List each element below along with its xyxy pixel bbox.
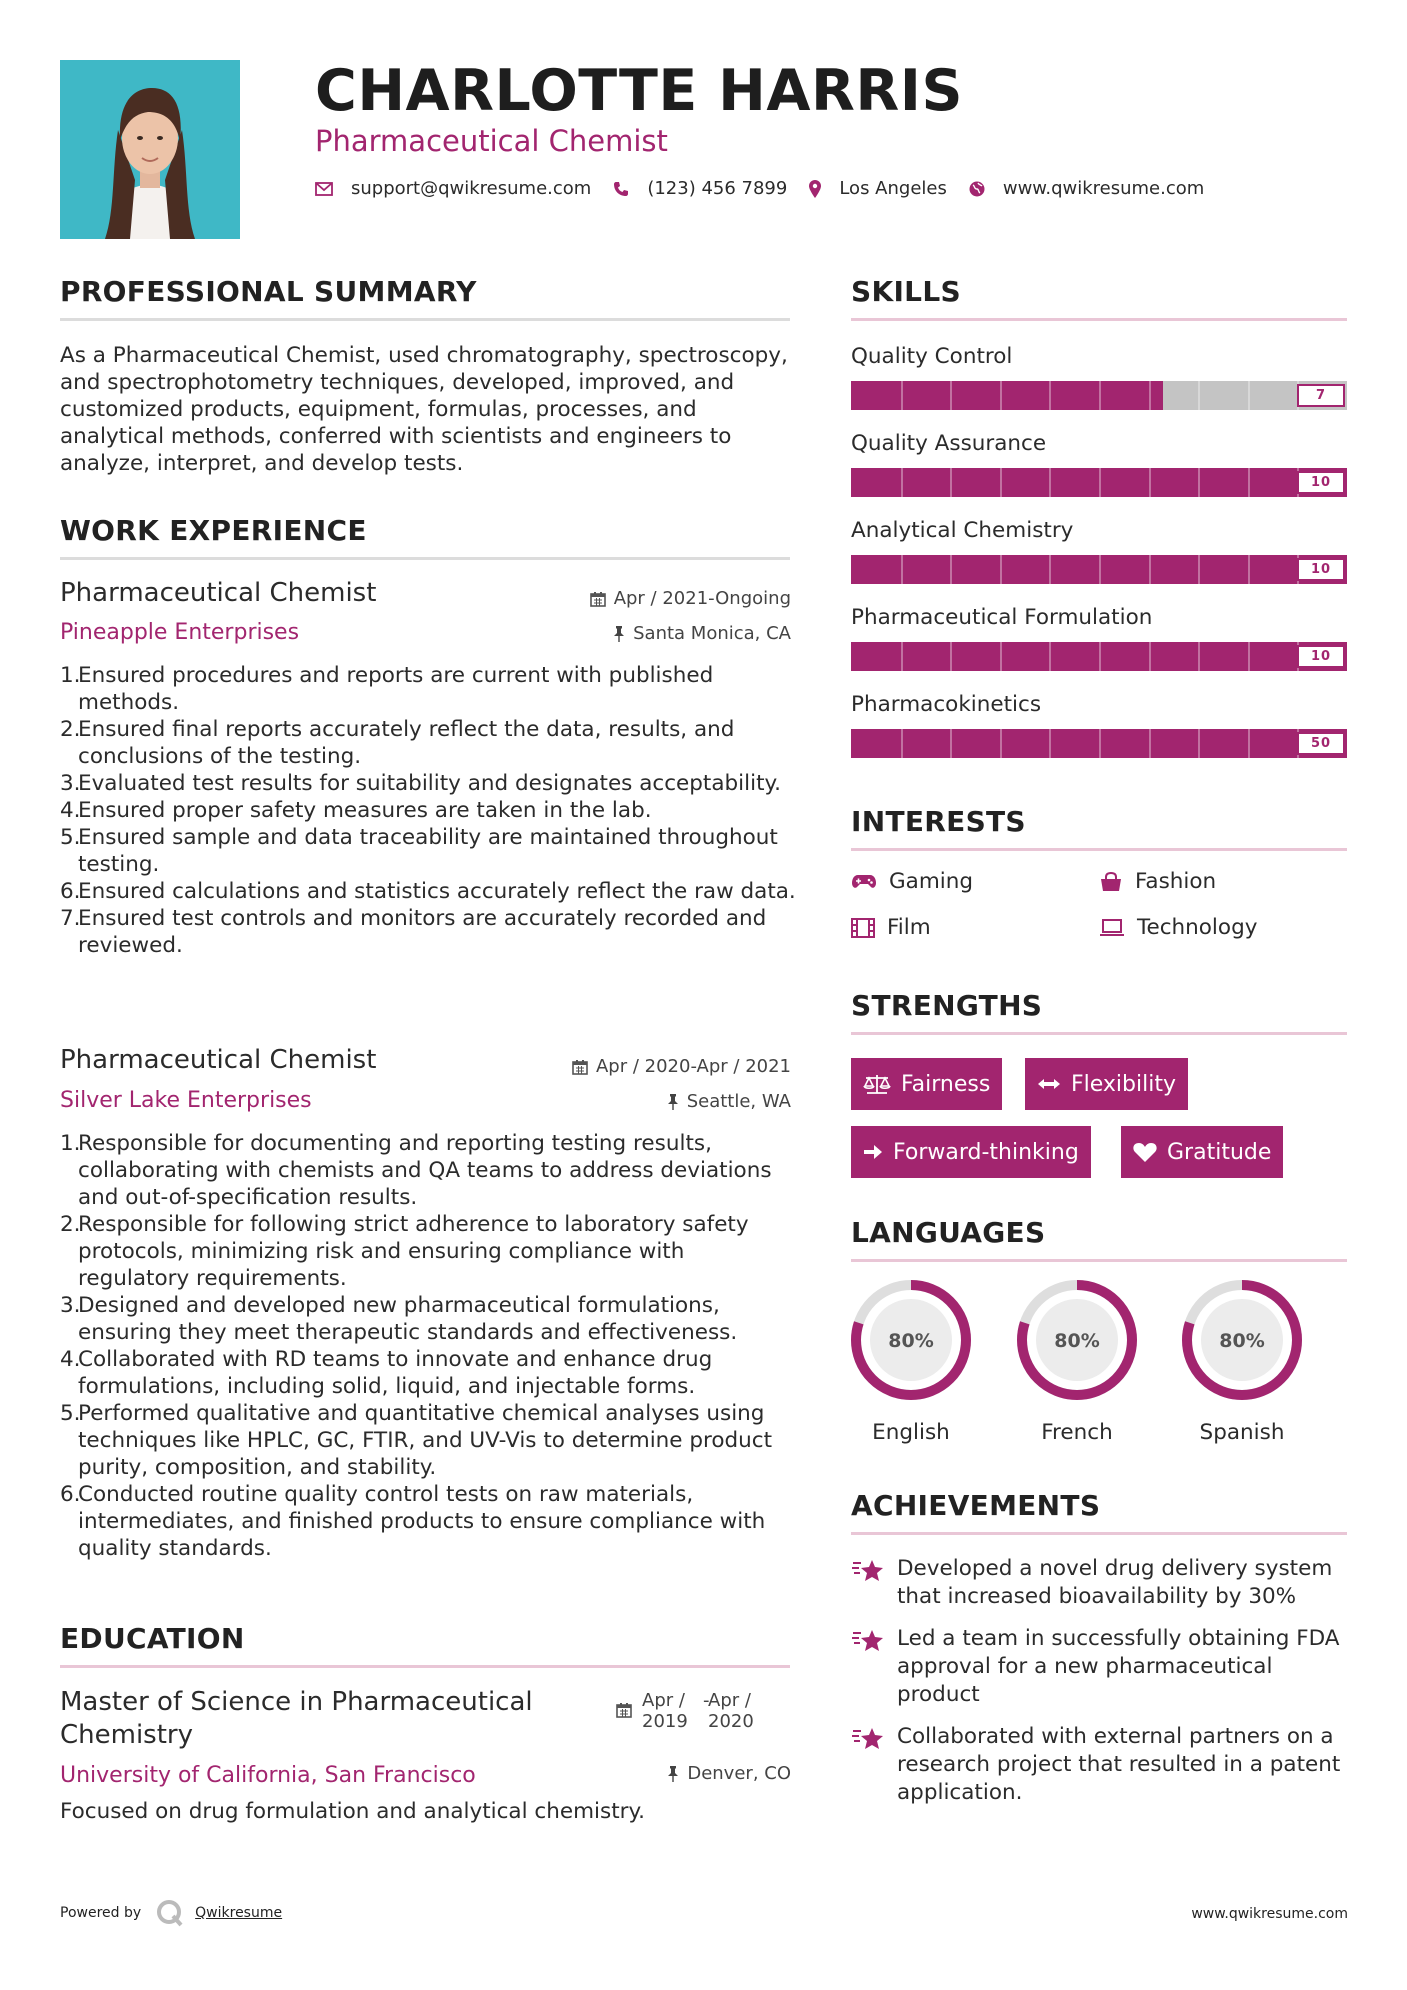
- skill-label: Pharmacokinetics: [851, 692, 1042, 717]
- list-item: 1. Responsible for documenting and reporting testing results, collaborating with chemists and QA teams to address deviations and out-of-specification results.: [60, 1131, 772, 1210]
- contact-email[interactable]: [315, 178, 591, 199]
- degree-line: Master of Science in Pharmaceutical: [60, 1687, 533, 1717]
- languages-divider: [851, 1259, 1347, 1262]
- skill-bar: [851, 555, 1347, 584]
- skill-bar-segment: [1099, 729, 1101, 758]
- company-name: Silver Lake Enterprises: [60, 1088, 312, 1113]
- envelope-icon: [315, 182, 333, 196]
- job-responsibilities: [60, 662, 800, 959]
- strength-badge: [851, 1058, 1002, 1110]
- languages-heading: LANGUAGES: [851, 1216, 1046, 1249]
- language-gauge: [1015, 1278, 1139, 1402]
- skill-bar-segment: [1198, 468, 1200, 497]
- interests-divider: [851, 848, 1347, 851]
- powered-by-text: Powered by: [60, 1905, 142, 1921]
- gauge-percent: 80%: [888, 1330, 934, 1352]
- achievements-divider: [851, 1532, 1347, 1535]
- summary-heading: PROFESSIONAL SUMMARY: [60, 275, 477, 308]
- gauge-percent: 80%: [1054, 1330, 1100, 1352]
- gamepad-icon: [851, 874, 877, 890]
- strength-label: Flexibility: [1071, 1071, 1176, 1097]
- skill-bar-segment: [950, 555, 952, 584]
- skill-bar-segment: [1099, 642, 1101, 671]
- skill-bar-segment: [950, 729, 952, 758]
- language-gauge: [849, 1278, 973, 1402]
- end-month: Apr /: [708, 1690, 751, 1711]
- achievement-text: Collaborated with external partners on a research project that resulted in a patent application.: [897, 1724, 1341, 1805]
- footer-url[interactable]: www.qwikresume.com: [1191, 1906, 1348, 1922]
- contact-website[interactable]: [969, 178, 1204, 199]
- education-divider: [60, 1665, 790, 1668]
- gauge-percent: 80%: [1219, 1330, 1265, 1352]
- skill-bar-segment: [1000, 642, 1002, 671]
- candidate-name: CHARLOTTE HARRIS: [315, 58, 963, 124]
- skill-bar-segment: [1000, 468, 1002, 497]
- language-item: [1015, 1278, 1139, 1445]
- job-location: [667, 1091, 791, 1112]
- list-item: 7. Ensured test controls and monitors are accurately recorded and reviewed.: [60, 906, 767, 958]
- phone-text: (123) 456 7899: [647, 178, 788, 199]
- skill-bar-segment: [1049, 468, 1051, 497]
- film-icon: [851, 918, 875, 938]
- email-text: support@qwikresume.com: [351, 178, 592, 199]
- skill-label: Pharmaceutical Formulation: [851, 605, 1153, 630]
- language-item: [849, 1278, 973, 1445]
- language-name: French: [1041, 1420, 1113, 1445]
- interest-item: [1099, 915, 1257, 940]
- skill-bar-segment: [1099, 555, 1101, 584]
- degree-line: Chemistry: [60, 1720, 193, 1750]
- skill-bar-segment: [1248, 642, 1250, 671]
- skill-bar-segment: [901, 468, 903, 497]
- education-heading: EDUCATION: [60, 1622, 245, 1655]
- list-item: 4. Collaborated with RD teams to innovate and enhance drug formulations, including solid, liquid, and injectable forms.: [60, 1347, 713, 1399]
- list-item: 3. Evaluated test results for suitability and designates acceptability.: [60, 771, 782, 796]
- skill-bar-segment: [1347, 729, 1349, 758]
- list-item: 2. Responsible for following strict adherence to laboratory safety protocols, minimizing risk and ensuring compliance with regulatory requirements.: [60, 1212, 749, 1291]
- list-item: 2. Ensured final reports accurately reflect the data, results, and conclusions of the testing.: [60, 717, 735, 769]
- website-text: www.qwikresume.com: [1002, 178, 1205, 199]
- strength-badge: [851, 1126, 1091, 1178]
- interest-item: [851, 869, 973, 894]
- skill-bar-segment: [1149, 555, 1151, 584]
- skill-bar-segment: [950, 381, 952, 410]
- skill-bar-segment: [950, 642, 952, 671]
- skills-heading: SKILLS: [851, 275, 961, 308]
- experience-divider: [60, 557, 790, 560]
- skill-value: 50: [1297, 732, 1345, 755]
- skill-bar-segment: [1099, 381, 1101, 410]
- summary-divider: [60, 318, 790, 321]
- list-item: 3. Designed and developed new pharmaceutical formulations, ensuring they meet therapeutic standards and effectiveness.: [60, 1293, 738, 1345]
- job-dates: [590, 588, 791, 609]
- pin-icon: [667, 1766, 679, 1782]
- arrow-right-icon: [863, 1143, 883, 1161]
- achievement-item: [851, 1555, 1351, 1611]
- education-dates: Apr / 2019 - Apr / 2020: [616, 1690, 754, 1732]
- list-item: 6. Conducted routine quality control tests on raw materials, intermediates, and finished products to ensure compliance with quality standards.: [60, 1482, 766, 1561]
- strength-label: Fairness: [901, 1071, 991, 1097]
- job-responsibilities: [60, 1130, 800, 1562]
- skill-bar: [851, 468, 1347, 497]
- list-item: 1. Ensured procedures and reports are current with published methods.: [60, 663, 714, 715]
- skills-divider: [851, 318, 1347, 321]
- list-item: 6. Ensured calculations and statistics accurately reflect the raw data.: [60, 879, 796, 904]
- bag-icon: [1099, 872, 1123, 892]
- start-month: Apr /: [642, 1690, 685, 1711]
- contact-phone[interactable]: [613, 178, 787, 199]
- skill-bar-segment: [950, 468, 952, 497]
- job-dates: [572, 1056, 791, 1077]
- skill-bar: [851, 729, 1347, 758]
- brand-link[interactable]: Qwikresume: [195, 1905, 283, 1921]
- job-dates-text: Apr / 2021-Ongoing: [613, 588, 791, 609]
- qwikresume-logo-icon: [155, 1898, 185, 1928]
- pin-icon: [667, 1094, 679, 1110]
- interest-label: Technology: [1137, 915, 1258, 940]
- school-name: University of California, San Francisco: [60, 1763, 476, 1788]
- start-year: 2019: [642, 1711, 688, 1732]
- interest-label: Film: [887, 915, 931, 940]
- skill-bar-segment: [1049, 642, 1051, 671]
- degree-title: [60, 1686, 533, 1752]
- skill-value: 10: [1297, 471, 1345, 494]
- language-gauge: [1180, 1278, 1304, 1402]
- shooting-star-icon: [851, 1557, 885, 1583]
- achievements-heading: ACHIEVEMENTS: [851, 1489, 1101, 1522]
- balance-scale-icon: [863, 1073, 891, 1095]
- skill-label: Quality Assurance: [851, 431, 1047, 456]
- achievement-text: Led a team in successfully obtaining FDA approval for a new pharmaceutical product: [897, 1626, 1340, 1707]
- laptop-icon: [1099, 919, 1125, 937]
- skill-bar-segment: [901, 555, 903, 584]
- language-name: English: [872, 1420, 950, 1445]
- skill-label: Quality Control: [851, 344, 1013, 369]
- skill-label: Analytical Chemistry: [851, 518, 1074, 543]
- skill-bar-fill: [851, 381, 1163, 410]
- contact-bar: [315, 178, 1226, 199]
- experience-heading: WORK EXPERIENCE: [60, 514, 367, 547]
- skill-bar-segment: [1248, 729, 1250, 758]
- pin-icon: [613, 626, 625, 642]
- interests-heading: INTERESTS: [851, 805, 1026, 838]
- job-dates-text: Apr / 2020-Apr / 2021: [595, 1056, 791, 1077]
- interest-label: Gaming: [889, 869, 974, 894]
- skill-bar-segment: [1000, 555, 1002, 584]
- calendar-icon: [590, 591, 606, 607]
- company-name: Pineapple Enterprises: [60, 620, 300, 645]
- list-item: 5. Ensured sample and data traceability are maintained throughout testing.: [60, 825, 778, 877]
- candidate-title: Pharmaceutical Chemist: [315, 124, 668, 158]
- skill-bar-segment: [1347, 381, 1349, 410]
- skill-bar-segment: [1149, 468, 1151, 497]
- job-location: [613, 623, 791, 644]
- strengths-heading: STRENGTHS: [851, 989, 1043, 1022]
- strengths-divider: [851, 1032, 1347, 1035]
- education-location-text: Denver, CO: [687, 1763, 791, 1784]
- list-item: 4. Ensured proper safety measures are taken in the lab.: [60, 798, 652, 823]
- skill-bar-segment: [901, 729, 903, 758]
- skill-bar-segment: [1049, 729, 1051, 758]
- globe-icon: [969, 181, 985, 197]
- shooting-star-icon: [851, 1627, 885, 1653]
- skill-bar-segment: [901, 381, 903, 410]
- skill-value: 7: [1297, 384, 1345, 407]
- interest-item: [851, 915, 931, 940]
- skill-bar-segment: [1198, 642, 1200, 671]
- list-item: 5. Performed qualitative and quantitative chemical analyses using techniques like HPLC, GC, FTIR, and UV-Vis to determine product purity, composition, and stability.: [60, 1401, 773, 1480]
- interest-label: Fashion: [1135, 869, 1217, 894]
- skill-bar-segment: [1198, 729, 1200, 758]
- education-location: [667, 1763, 791, 1784]
- map-marker-icon: [809, 180, 821, 198]
- skill-bar-segment: [1347, 642, 1349, 671]
- strength-label: Forward-thinking: [893, 1139, 1079, 1165]
- shooting-star-icon: [851, 1725, 885, 1751]
- achievement-text: Developed a novel drug delivery system that increased bioavailability by 30%: [897, 1556, 1333, 1609]
- calendar-icon: [572, 1059, 588, 1075]
- skill-bar-segment: [1248, 468, 1250, 497]
- skill-bar-segment: [1000, 381, 1002, 410]
- skill-bar-segment: [1049, 555, 1051, 584]
- skill-bar-segment: [1149, 729, 1151, 758]
- skill-bar-segment: [1347, 555, 1349, 584]
- calendar-icon: [616, 1702, 632, 1718]
- job-title: Pharmaceutical Chemist: [60, 578, 377, 608]
- skill-bar: [851, 642, 1347, 671]
- achievement-item: [851, 1625, 1351, 1709]
- footer-powered-by: [60, 1898, 282, 1928]
- skill-bar-segment: [1347, 468, 1349, 497]
- phone-icon: [613, 181, 629, 197]
- skill-bar-segment: [1049, 381, 1051, 410]
- skill-bar-segment: [1198, 555, 1200, 584]
- heart-icon: [1133, 1141, 1157, 1163]
- skill-bar-segment: [1149, 381, 1151, 410]
- achievement-item: [851, 1723, 1351, 1807]
- strength-badge: [1025, 1058, 1188, 1110]
- skill-bar-segment: [1248, 381, 1250, 410]
- skill-bar-segment: [1000, 729, 1002, 758]
- interest-item: [1099, 869, 1216, 894]
- skill-bar-segment: [1248, 555, 1250, 584]
- job-location-text: Santa Monica, CA: [633, 623, 791, 644]
- job-location-text: Seattle, WA: [686, 1091, 791, 1112]
- skill-value: 10: [1297, 645, 1345, 668]
- profile-photo: [60, 60, 240, 239]
- skill-bar-segment: [1198, 381, 1200, 410]
- summary-text: As a Pharmaceutical Chemist, used chromatography, spectroscopy, and spectrophotometry techniques, developed, improved, and customized products, equipment, formulas, processes, and analytical methods, conferred with scientists and engineers to analyze, interpret, and develop tests.: [60, 343, 788, 476]
- job-title: Pharmaceutical Chemist: [60, 1045, 377, 1075]
- education-note: Focused on drug formulation and analytical chemistry.: [60, 1799, 645, 1824]
- language-name: Spanish: [1199, 1420, 1285, 1445]
- strength-label: Gratitude: [1167, 1139, 1272, 1165]
- language-item: [1180, 1278, 1304, 1445]
- location-text: Los Angeles: [839, 178, 947, 199]
- end-year: 2020: [708, 1711, 754, 1732]
- contact-location: [809, 178, 947, 199]
- skill-value: 10: [1297, 558, 1345, 581]
- skill-bar-segment: [1149, 642, 1151, 671]
- strength-badge: [1121, 1126, 1283, 1178]
- skill-bar-segment: [901, 642, 903, 671]
- arrows-horizontal-icon: [1037, 1077, 1061, 1091]
- skill-bar-segment: [1099, 468, 1101, 497]
- skill-bar: [851, 381, 1347, 410]
